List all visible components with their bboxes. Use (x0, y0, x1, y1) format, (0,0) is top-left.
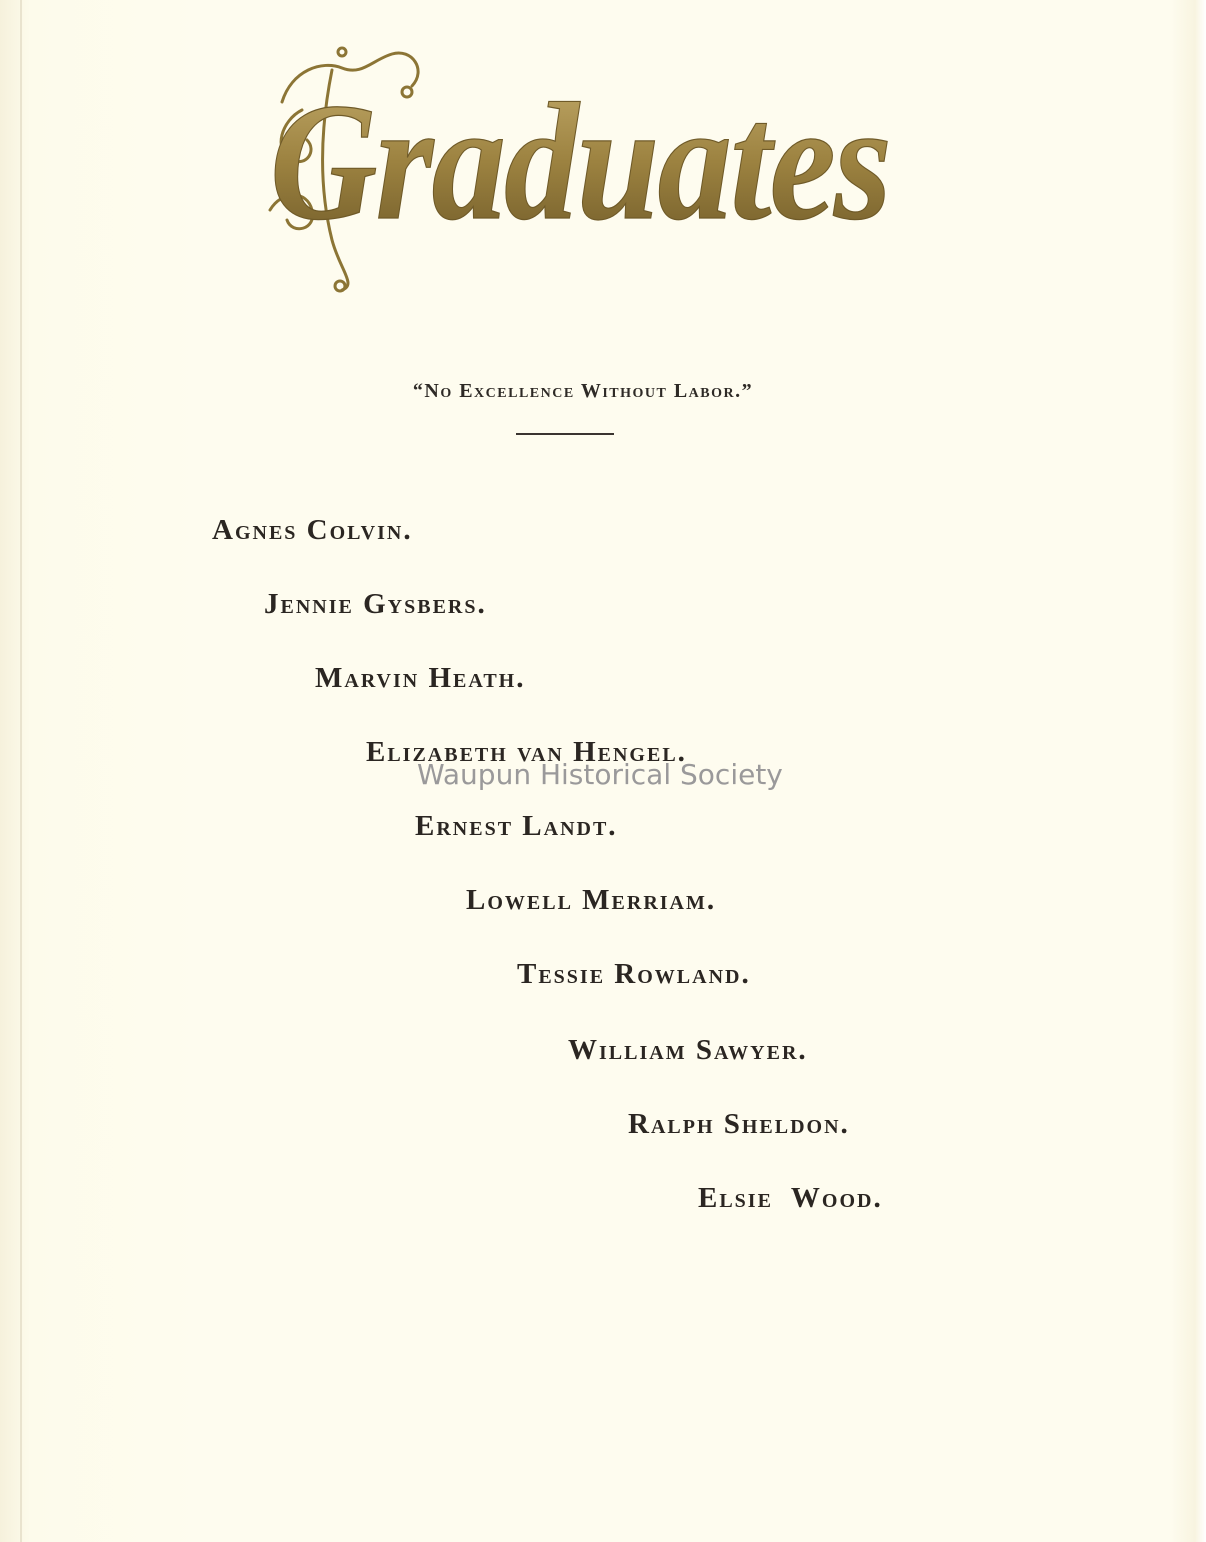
graduate-name: Elizabeth van Hengel. (366, 736, 687, 768)
graduate-name: Lowell Merriam. (466, 884, 717, 916)
motto-text: “No Excellence Without Labor.” (412, 380, 754, 402)
graduate-name: Tessie Rowland. (517, 958, 751, 990)
graduates-title (262, 40, 902, 300)
divider-rule (516, 433, 614, 435)
graduate-name: Marvin Heath. (315, 662, 526, 694)
page-fold (20, 0, 22, 1542)
graduate-name: William Sawyer. (568, 1034, 808, 1066)
graduate-name: Ernest Landt. (415, 810, 618, 842)
graduate-name: Jennie Gysbers. (264, 588, 487, 620)
motto (0, 380, 1206, 403)
graduate-name: Elsie Wood. (698, 1182, 883, 1214)
graduate-name: Agnes Colvin. (212, 514, 413, 546)
title-text: Graduates (270, 69, 890, 255)
watermark: Waupun Historical Society (417, 758, 783, 791)
graduate-name: Ralph Sheldon. (628, 1108, 850, 1140)
